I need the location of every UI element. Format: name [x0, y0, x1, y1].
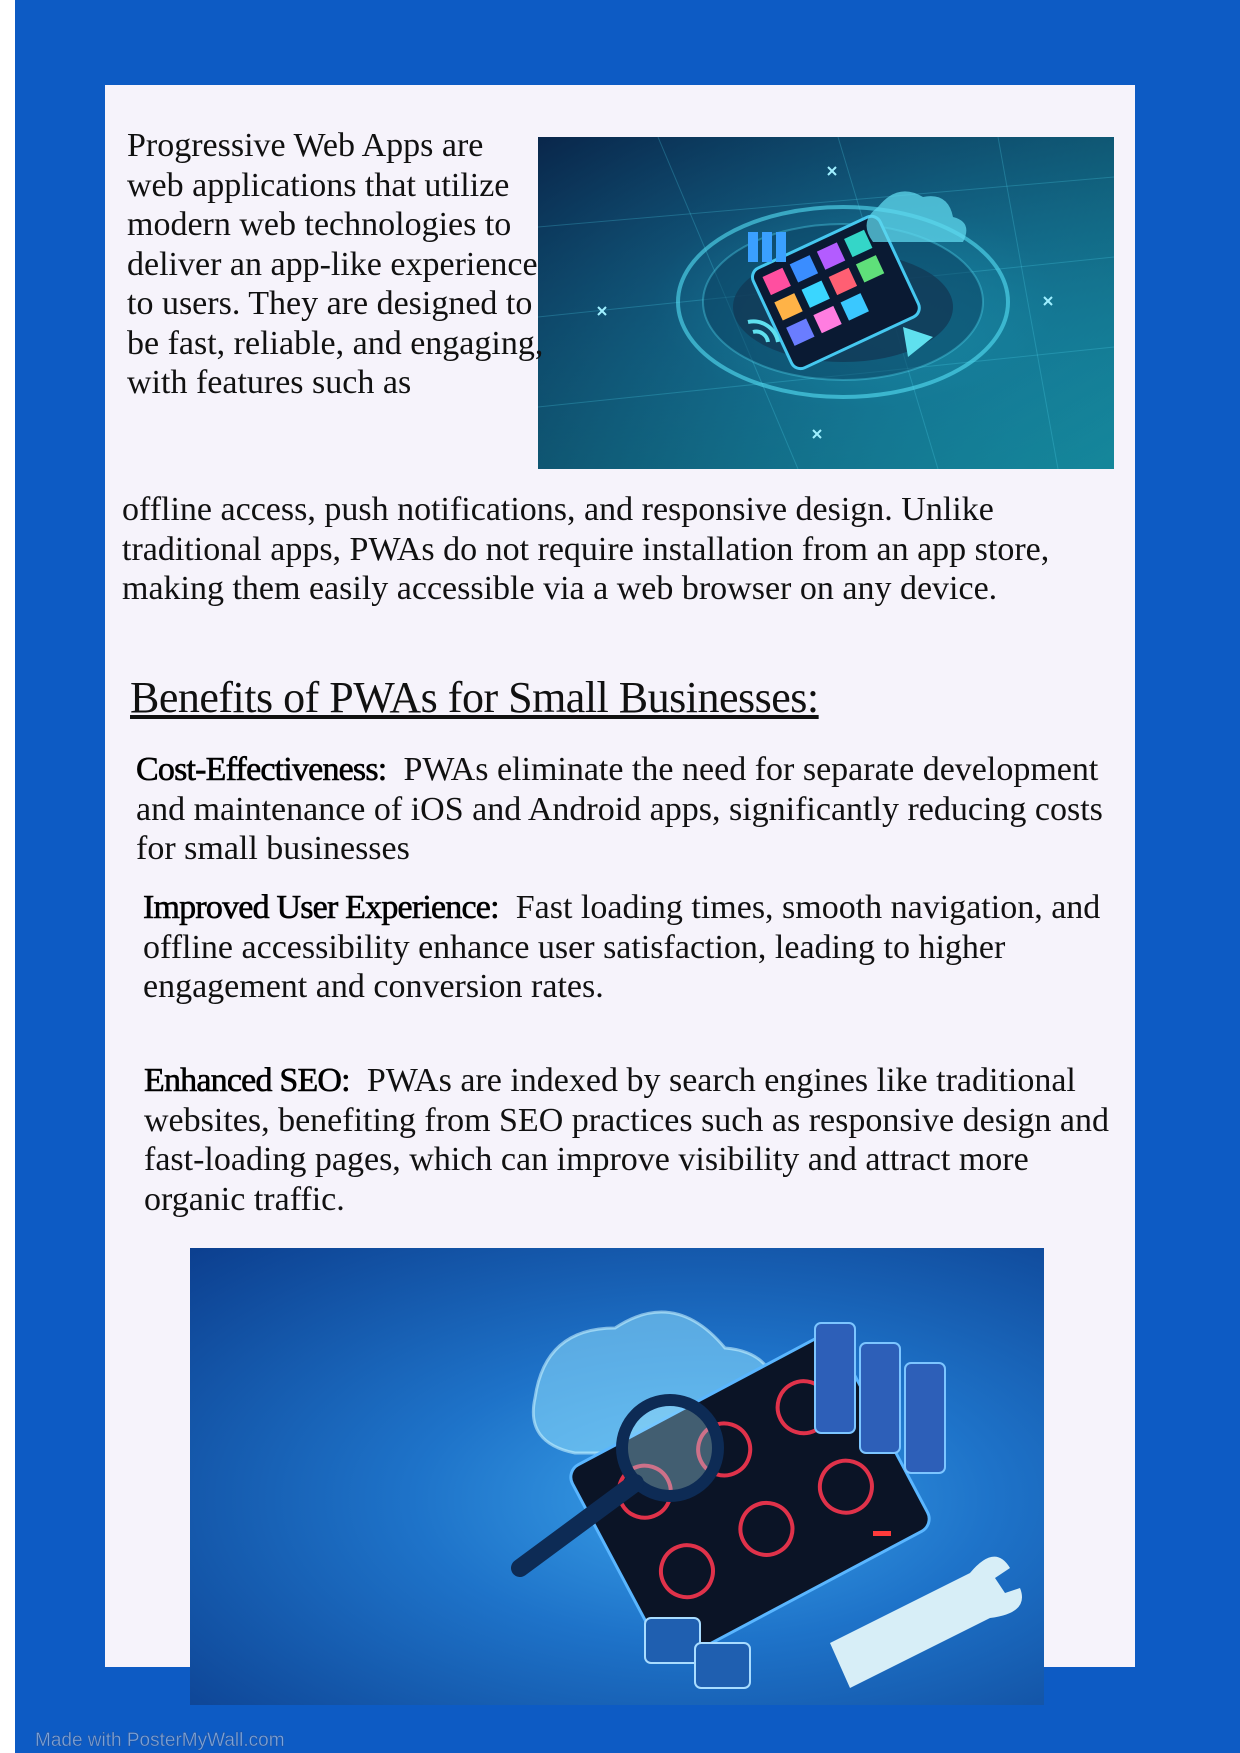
left-edge-strip [0, 0, 15, 1753]
benefit-text: PWAs are indexed by search engines like traditional websites, benefiting from SEO practices such as responsive design and fast-loading pages, which can improve visibility and attract more organic traffic. [144, 1062, 1109, 1218]
benefit-text: Fast loading times, smooth navigation, and offline accessibility enhance user satisfaction, leading to higher engagement and conversion rates. [143, 889, 1101, 1005]
tablet-graphic [190, 1248, 1044, 1705]
smartphone-app-illustration [538, 137, 1114, 469]
benefit-title: Improved User Experience: [143, 889, 499, 926]
benefit-text: PWAs eliminate the need for separate development and maintenance of iOS and Android apps, significantly reducing costs for small businesses [136, 751, 1103, 867]
benefit-cost-effectiveness [136, 750, 1126, 869]
section-heading: Benefits of PWAs for Small Businesses: [130, 673, 819, 722]
benefit-title: Enhanced SEO: [144, 1062, 350, 1099]
intro-paragraph-continued: offline access, push notifications, and responsive design. Unlike traditional apps, PWAs do not require installation from an app store, making them easily accessible via a web browser on any device. [122, 491, 1050, 607]
benefit-user-experience [143, 888, 1133, 1007]
intro-paragraph-wrapped: Progressive Web Apps are web applications that utilize modern web technologies to deliver an app-like experience to users. They are designed to be fast, reliable, and engaging, with features such as [127, 127, 544, 401]
benefit-title: Cost-Effectiveness: [136, 751, 387, 788]
smartphone-graphic [538, 137, 1114, 469]
benefit-enhanced-seo [144, 1061, 1134, 1219]
watermark: Made with PosterMyWall.com [35, 1730, 285, 1751]
seo-tablet-illustration [190, 1248, 1044, 1705]
